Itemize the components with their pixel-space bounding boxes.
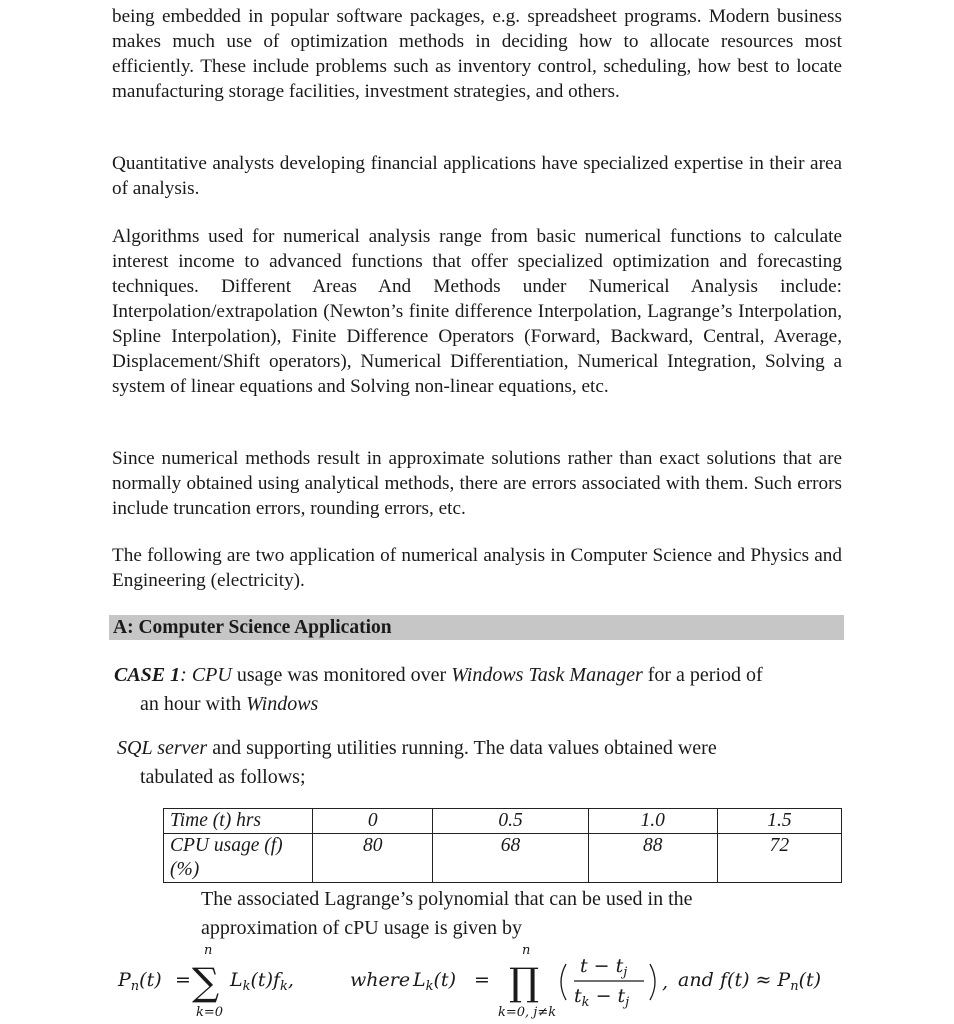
cpu-usage-table bbox=[163, 808, 842, 883]
table-header-time: Time (t) hrs bbox=[164, 809, 313, 834]
table-row bbox=[164, 809, 842, 834]
paragraph-algorithms: Algorithms used for numerical analysis range from basic numerical functions to calculate interest income to advanced functions that offer specialized optimization and forecasting techniques. Different Areas And Methods under Numerical Analysis include: Interpolation/extrapolation (Newton’s finite difference Interpolation, Lagrange’s Interpolation, Spline Interpolation), Finite Difference Operators (Forward, Backward, Central, Average, Displacement/Shift operators), Numerical Differentiation, Numerical Integration, Solving a system of linear equations and Solving non-linear equations, etc. bbox=[112, 226, 842, 397]
paragraph-quant-analysts: Quantitative analysts developing financial applications have specialized expertise in their area of analysis. bbox=[112, 153, 842, 199]
fraction-numerator: $t - t_j$ bbox=[580, 955, 628, 980]
section-heading: A: Computer Science Application bbox=[109, 615, 844, 640]
formula-equals: = bbox=[175, 969, 191, 991]
case-label: CASE 1 bbox=[114, 664, 181, 686]
formula-where: where bbox=[350, 969, 411, 991]
case1-line-4: tabulated as follows; bbox=[140, 766, 306, 788]
prod-upper-limit: n bbox=[522, 943, 531, 958]
case1-line-2: an hour with Windows bbox=[140, 693, 319, 715]
table-cell: 80 bbox=[313, 834, 433, 883]
product-symbol: ∏ bbox=[509, 960, 540, 1004]
paragraph-applications-intro: The following are two application of numerical analysis in Computer Science and Physics and Engineering (electricity). bbox=[112, 545, 842, 591]
fraction-denominator: $t_k - t_j$ bbox=[574, 985, 630, 1010]
formula-comma: , bbox=[662, 971, 669, 993]
lagrange-text-line-1: The associated Lagrange’s polynomial that can be used in the bbox=[201, 888, 693, 910]
table-cell: 68 bbox=[433, 834, 588, 883]
paragraph-optimization: being embedded in popular software packages, e.g. spreadsheet programs. Modern business makes much use of optimization methods in deciding how to allocate resources most efficiently. These include problems such as inventory control, scheduling, how best to locate manufacturing storage facilities, investment strategies, and others. bbox=[112, 6, 842, 102]
sum-upper-limit: n bbox=[204, 943, 213, 958]
table-cell: 88 bbox=[588, 834, 717, 883]
table-cell: 72 bbox=[717, 834, 841, 883]
case1-line-3: SQL server and supporting utilities running. The data values obtained were bbox=[117, 737, 717, 759]
sum-lower-limit: k=0 bbox=[196, 1005, 224, 1020]
table-cell: 0 bbox=[313, 809, 433, 834]
paren-left bbox=[561, 964, 566, 1000]
table-cell: 1.5 bbox=[717, 809, 841, 834]
formula-equals-2: = bbox=[474, 969, 490, 991]
prod-lower-limit: k=0, j≠k bbox=[498, 1005, 557, 1020]
paren-right bbox=[650, 964, 655, 1000]
case1-line-1: CASE 1: CPU usage was monitored over Windows Task Manager for a period of bbox=[114, 664, 763, 686]
lagrange-formula bbox=[0, 938, 954, 1024]
formula-and: and bbox=[678, 969, 714, 991]
paragraph-errors: Since numerical methods result in approximate solutions rather than exact solutions that are normally obtained using analytical methods, there are errors associated with them. Such errors include truncation errors, rounding errors, etc. bbox=[112, 448, 842, 519]
summation-symbol: ∑ bbox=[192, 960, 220, 1004]
lagrange-text-line-2: approximation of cPU usage is given by bbox=[201, 917, 523, 939]
table-cell: 0.5 bbox=[433, 809, 588, 834]
table-cell: 1.0 bbox=[588, 809, 717, 834]
formula-lhs: $P_n(t)$ bbox=[118, 969, 162, 994]
table-row bbox=[164, 834, 842, 883]
formula-L-def: $L_k(t)$ bbox=[413, 969, 456, 994]
formula-approx-expr: $f(t) \approx P_n(t)$ bbox=[720, 969, 822, 994]
table-header-cpu-usage: CPU usage (f) (%) bbox=[164, 834, 313, 883]
formula-sum-term: $L_k(t)f_k$, bbox=[230, 969, 294, 994]
